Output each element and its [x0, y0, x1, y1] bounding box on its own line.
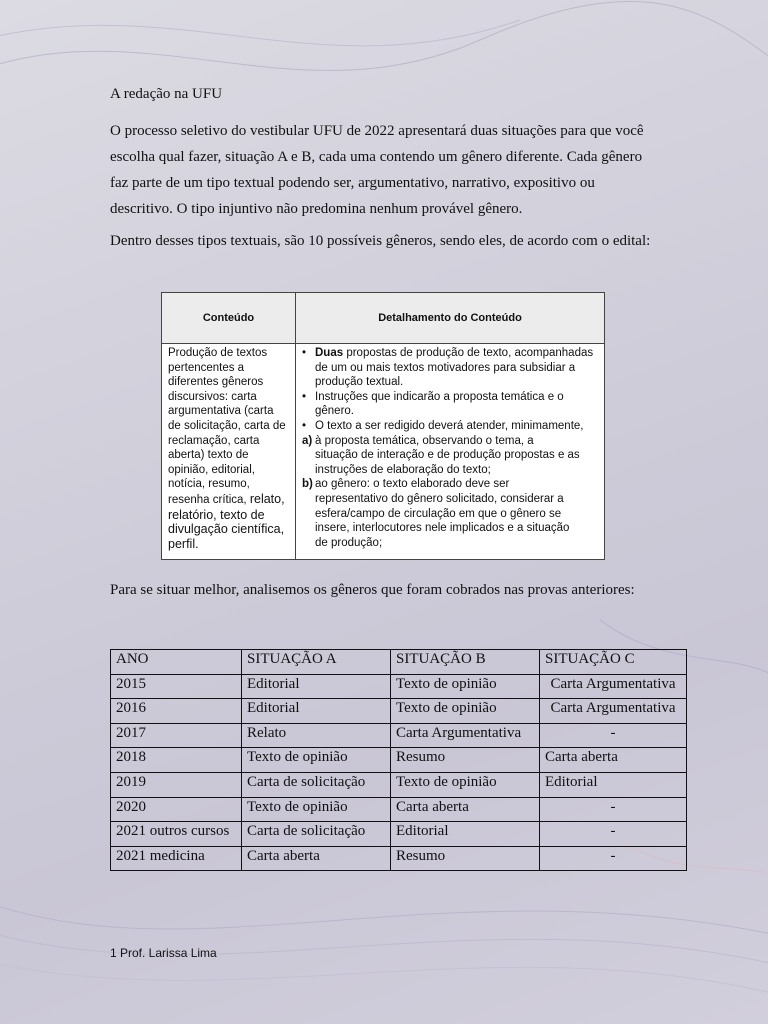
- table-header-row: [111, 650, 687, 675]
- table-row: [111, 772, 687, 797]
- table-cell: 2021 medicina: [111, 846, 242, 871]
- edital-text: de um ou mais textos motivadores para subsidiar a: [315, 361, 576, 374]
- table-cell: Editorial: [540, 772, 687, 797]
- header-cell-situation-c: SITUAÇÃO C: [540, 650, 687, 675]
- edital-text: propostas de produção de texto, acompanhadas: [343, 347, 594, 359]
- header-cell-year: ANO: [111, 650, 242, 675]
- edital-right-line: [302, 477, 600, 492]
- page-footer: 1 Prof. Larissa Lima: [110, 946, 217, 960]
- edital-left-line: reclamação, carta: [168, 434, 260, 447]
- edital-right-line: [302, 434, 600, 449]
- table-cell: Texto de opinião: [242, 797, 391, 822]
- table-cell: 2015: [111, 674, 242, 699]
- edital-right-line: [302, 536, 600, 551]
- edital-text: gênero.: [315, 405, 355, 418]
- edital-right-line: [302, 448, 600, 463]
- edital-content-cell: [168, 346, 292, 551]
- table-cell: -: [540, 822, 687, 847]
- table-cell: 2016: [111, 699, 242, 724]
- edital-text: esfera/campo de circulação em que o gênero se: [315, 507, 562, 520]
- edital-right-line: [302, 404, 600, 419]
- edital-left-line: argumentativa (carta: [168, 405, 274, 418]
- header-cell-situation-b: SITUAÇÃO B: [391, 650, 540, 675]
- table-cell: Carta Argumentativa: [540, 674, 687, 699]
- table-row: [111, 748, 687, 773]
- table-cell: 2020: [111, 797, 242, 822]
- table-cell: Texto de opinião: [391, 772, 540, 797]
- table-cell: Texto de opinião: [242, 748, 391, 773]
- edital-sub-label: a): [302, 434, 313, 447]
- table-cell: Carta de solicitação: [242, 772, 391, 797]
- table-cell: Carta aberta: [391, 797, 540, 822]
- edital-text: representativo do gênero solicitado, considerar a: [315, 492, 564, 505]
- edital-left-line: pertencentes a: [168, 361, 245, 374]
- edital-right-line: [302, 507, 600, 522]
- edital-text: à proposta temática, observando o tema, a: [315, 434, 534, 447]
- edital-left-line: de solicitação, carta de: [168, 419, 286, 432]
- table-cell: 2021 outros cursos: [111, 822, 242, 847]
- edital-text: ao gênero: o texto elaborado deve ser: [315, 478, 510, 491]
- edital-text: Instruções que indicarão a proposta temática e o: [315, 390, 564, 403]
- table-cell: Texto de opinião: [391, 699, 540, 724]
- edital-text: insere, interlocutores nele implicados e a situação: [315, 522, 570, 535]
- table-row: [111, 846, 687, 871]
- edital-left-line: relatório, texto de: [168, 507, 265, 522]
- table-cell: 2018: [111, 748, 242, 773]
- table-cell: Carta de solicitação: [242, 822, 391, 847]
- paragraph-intro: O processo seletivo do vestibular UFU de 2022 apresentará duas situações para que você escolha qual fazer, situação A e B, cada uma contendo um gênero diferente. Cada gênero faz parte de um tipo textual podendo ser, argumentativo, narrativo, expositivo ou descritivo. O tipo injuntivo não predomina nenhum provável gênero.: [110, 123, 644, 217]
- previous-genres-table: [110, 649, 687, 871]
- edital-right-line: [302, 375, 600, 390]
- table-cell: -: [540, 846, 687, 871]
- table-cell: Carta Argumentativa: [391, 723, 540, 748]
- edital-text: O texto a ser redigido deverá atender, minimamente,: [315, 419, 584, 432]
- edital-right-line: [302, 463, 600, 478]
- bullet-icon: •: [302, 390, 307, 403]
- edital-text: de produção;: [315, 536, 383, 549]
- edital-left-line: diferentes gêneros: [168, 376, 264, 389]
- edital-right-line: [302, 390, 600, 405]
- table-cell: Texto de opinião: [391, 674, 540, 699]
- edital-left-line: [168, 492, 292, 508]
- table-cell: Carta aberta: [540, 748, 687, 773]
- table-cell: Carta aberta: [242, 846, 391, 871]
- table-cell: Editorial: [242, 699, 391, 724]
- edital-text: produção textual.: [315, 376, 404, 389]
- table-cell: Carta Argumentativa: [540, 699, 687, 724]
- edital-left-text-large: relato,: [249, 491, 285, 506]
- table-row: [111, 699, 687, 724]
- table-cell: Resumo: [391, 748, 540, 773]
- table-row: [111, 822, 687, 847]
- edital-text: instruções de elaboração do texto;: [315, 463, 491, 476]
- bullet-icon: •: [302, 419, 307, 432]
- edital-column-divider: [295, 293, 296, 559]
- page-title: A redação na UFU: [110, 86, 223, 102]
- edital-sub-label: b): [302, 478, 313, 491]
- table-cell: -: [540, 797, 687, 822]
- edital-header-content: Conteúdo: [202, 312, 255, 324]
- edital-right-line: [302, 346, 600, 361]
- bullet-icon: •: [302, 347, 307, 359]
- table-row: [111, 723, 687, 748]
- table-row: [111, 674, 687, 699]
- edital-content-table: [161, 292, 605, 560]
- table-cell: 2017: [111, 723, 242, 748]
- table-row: [111, 797, 687, 822]
- edital-text: situação de interação e de produção propostas e as: [315, 449, 580, 462]
- edital-right-line: [302, 361, 600, 376]
- edital-left-line: discursivos: carta: [168, 390, 257, 403]
- table-cell: Resumo: [391, 846, 540, 871]
- edital-detail-cell: [302, 346, 600, 550]
- table-cell: 2019: [111, 772, 242, 797]
- edital-left-line: aberta) texto de: [168, 449, 249, 462]
- edital-left-line: perfil.: [168, 536, 199, 551]
- edital-right-line: [302, 521, 600, 536]
- edital-left-line: notícia, resumo,: [168, 478, 250, 491]
- edital-left-line: Produção de textos: [168, 347, 268, 359]
- edital-left-line: opinião, editorial,: [168, 463, 255, 476]
- paragraph-previous-exams: Para se situar melhor, analisemos os gêneros que foram cobrados nas provas anteriores:: [110, 582, 635, 598]
- edital-bold-word: Duas: [315, 347, 344, 359]
- table-cell: -: [540, 723, 687, 748]
- edital-right-line: [302, 419, 600, 434]
- edital-left-text: resenha crítica,: [168, 493, 247, 506]
- table-cell: Editorial: [242, 674, 391, 699]
- table-cell: Relato: [242, 723, 391, 748]
- header-cell-situation-a: SITUAÇÃO A: [242, 650, 391, 675]
- table-cell: Editorial: [391, 822, 540, 847]
- edital-left-line: divulgação científica,: [168, 522, 285, 537]
- paragraph-genres: Dentro desses tipos textuais, são 10 possíveis gêneros, sendo eles, de acordo com o edital:: [110, 233, 651, 249]
- edital-header-detail: Detalhamento do Conteúdo: [378, 312, 522, 324]
- edital-right-line: [302, 492, 600, 507]
